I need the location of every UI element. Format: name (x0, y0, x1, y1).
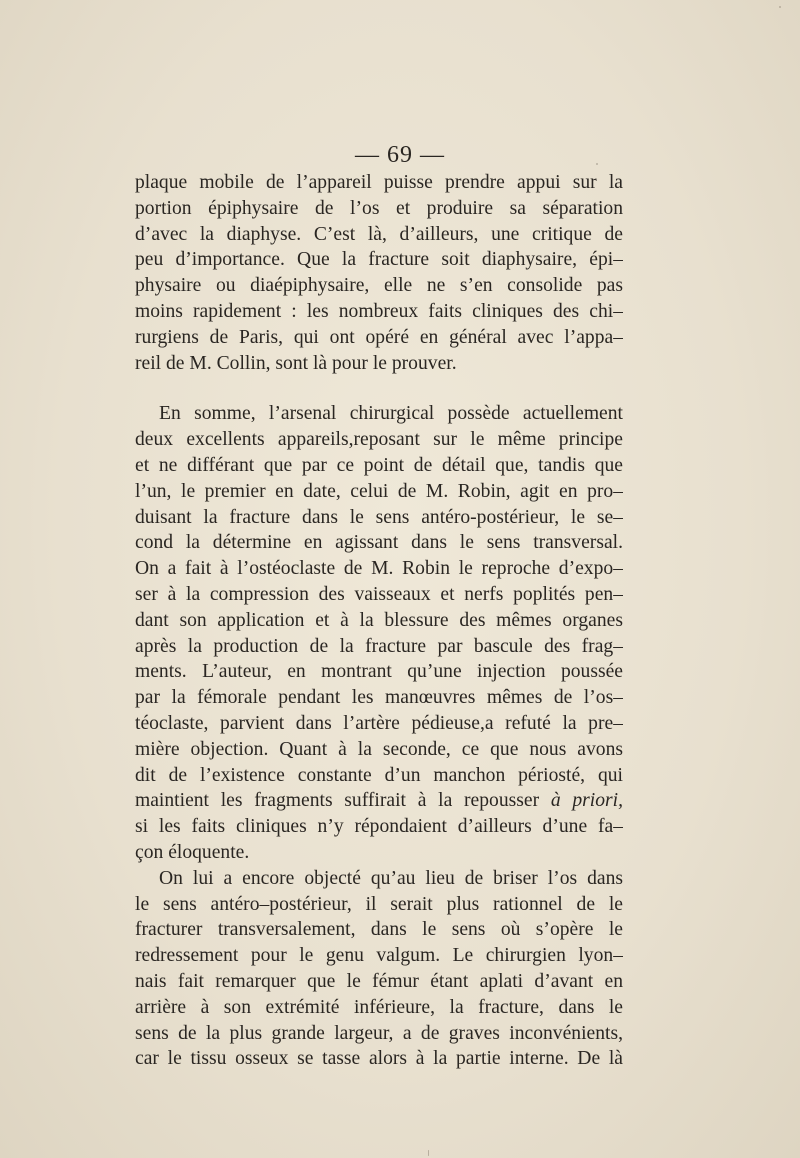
paragraph-1 (135, 170, 623, 376)
italic-phrase: à priori, (550, 790, 623, 812)
text-line: dant son application et à la blessure des mêmes organes (135, 609, 623, 631)
paper-speck (428, 1150, 429, 1156)
text-line: fracturer transversalement, dans le sens où s’opère le (135, 919, 623, 941)
text-line: physaire ou diaépiphysaire, elle ne s’en consolide pas (135, 275, 623, 297)
text-line: sens de la plus grande largeur, a de graves inconvénients, (135, 1022, 623, 1044)
paper-speck (779, 6, 781, 8)
text-line: mière objection. Quant à la seconde, ce que nous avons (135, 738, 623, 760)
text-line: arrière à son extrémité inférieure, la fracture, dans le (135, 996, 623, 1018)
text-line: rurgiens de Paris, qui ont opéré en général avec l’appa– (135, 326, 623, 348)
text-line: dit de l’existence constante d’un manchon périosté, qui (135, 764, 623, 786)
text-line: le sens antéro–postérieur, il serait plus rationnel de le (135, 893, 623, 915)
paragraph-3 (135, 866, 623, 1072)
text-line: çon éloquente. (135, 841, 250, 863)
text-line: redressement pour le genu valgum. Le chirurgien lyon– (135, 945, 623, 967)
text-line: On a fait à l’ostéoclaste de M. Robin le reproche d’expo– (135, 558, 623, 580)
text-line: reil de M. Collin, sont là pour le prouver. (135, 352, 457, 374)
text-line-segment: maintient les fragments suffirait à la repousser (135, 790, 540, 812)
paragraph-2 (135, 401, 623, 865)
text-line: deux excellents appareils,reposant sur le même principe (135, 429, 623, 451)
text-line: moins rapidement : les nombreux faits cliniques des chi– (135, 300, 623, 322)
text-line: et ne différant que par ce point de détail que, tandis que (135, 454, 623, 476)
text-line: car le tissu osseux se tasse alors à la partie interne. De là (135, 1048, 623, 1070)
page-number: — 69 — (355, 142, 445, 168)
text-line: si les faits cliniques n’y répondaient d’ailleurs d’une fa– (135, 816, 623, 838)
body-text (135, 170, 623, 1072)
text-line: l’un, le premier en date, celui de M. Robin, agit en pro– (135, 480, 623, 502)
text-line: portion épiphysaire de l’os et produire sa séparation (135, 197, 623, 219)
text-line: On lui a encore objecté qu’au lieu de briser l’os dans (159, 867, 623, 889)
text-line: téoclaste, parvient dans l’artère pédieuse,a refuté la pre– (135, 712, 623, 734)
text-line: par la fémorale pendant les manœuvres mêmes de l’os– (135, 687, 623, 709)
text-line: nais fait remarquer que le fémur étant aplati d’avant en (135, 970, 623, 992)
text-line: d’avec la diaphyse. C’est là, d’ailleurs, une critique de (135, 223, 623, 245)
text-line: après la production de la fracture par bascule des frag– (135, 635, 623, 657)
text-line: peu d’importance. Que la fracture soit diaphysaire, épi– (135, 249, 623, 271)
text-line-with-italic (135, 788, 623, 814)
text-line: ser à la compression des vaisseaux et nerfs poplités pen– (135, 583, 623, 605)
text-line: En somme, l’arsenal chirurgical possède actuellement (159, 403, 623, 425)
paper-speck (596, 163, 598, 165)
text-line: ments. L’auteur, en montrant qu’une injection poussée (135, 661, 623, 683)
text-line: duisant la fracture dans le sens antéro-postérieur, le se– (135, 506, 623, 528)
paragraph-gap (135, 376, 623, 401)
text-line: cond la détermine en agissant dans le sens transversal. (135, 532, 623, 554)
text-line: plaque mobile de l’appareil puisse prendre appui sur la (135, 172, 623, 193)
